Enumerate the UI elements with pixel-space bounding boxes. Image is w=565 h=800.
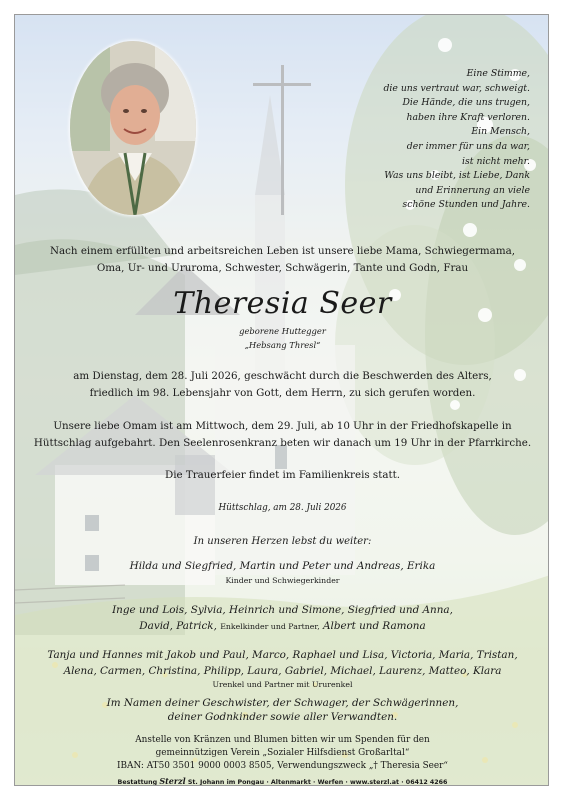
obituary-frame <box>14 14 549 786</box>
donation-line: Anstelle von Kränzen und Blumen bitten wir um Spenden für den <box>135 735 430 745</box>
nickname: „Hebsang Thresl“ <box>244 340 321 350</box>
viewing-line: Hüttschlag aufgebahrt. Den Seelenrosenkranz beten wir danach um 19 Uhr in der Pfarrkirche. <box>33 436 532 449</box>
viewing-line: Unsere liebe Omam ist am Mittwoch, dem 29. Juli, ab 10 Uhr in der Friedhofskapelle in <box>53 420 512 432</box>
grandchildren-names-2b: Albert und Ramona <box>323 619 426 632</box>
family-children <box>15 559 549 586</box>
donation-line: gemeinnützigen Verein „Sozialer Hilfsdienst Großarltal“ <box>155 748 410 758</box>
heart-line: In unseren Herzen lebst du weiter: <box>193 536 372 547</box>
poem-line: und Erinnerung an viele <box>415 184 530 196</box>
funeral-home-logo: Sterzl <box>159 776 186 786</box>
funeral-home-footer <box>15 776 549 786</box>
death-notice <box>15 368 549 401</box>
family-others <box>15 696 549 724</box>
intro-text <box>15 243 549 276</box>
viewing-notice <box>15 418 549 451</box>
birth-name: geborene Huttegger <box>239 326 326 336</box>
grandchildren-names-2a: David, Patrick, <box>139 619 217 632</box>
poem-line: Ein Mensch, <box>471 126 530 138</box>
others-line: deiner Godnkinder sowie aller Verwandten. <box>167 711 398 723</box>
footer-details: St. Johann im Pongau · Altenmarkt · Werfen · www.sterzl.at · 06412 4266 <box>187 779 448 786</box>
grandchildren-line-2 <box>15 619 549 635</box>
family-grandchildren <box>15 603 549 634</box>
grandchildren-names: Inge und Lois, Sylvia, Heinrich und Simone, Siegfried und Anna, <box>112 604 453 616</box>
place-date: Hüttschlag, am 28. Juli 2026 <box>218 503 347 513</box>
death-line: am Dienstag, dem 28. Juli 2026, geschwächt durch die Beschwerden des Alters, <box>73 370 492 382</box>
grandchildren-caption: Enkelkinder und Partner, <box>220 621 320 631</box>
children-names: Hilda und Siegfried, Martin und Peter und Andreas, Erika <box>129 560 436 572</box>
memorial-poem <box>330 67 530 213</box>
portrait-photo <box>70 41 196 215</box>
poem-line: Eine Stimme, <box>466 68 530 79</box>
family-great-grandchildren <box>15 648 549 690</box>
poem-line: haben ihre Kraft verloren. <box>406 111 530 123</box>
others-line: Im Namen deiner Geschwister, der Schwager, der Schwägerinnen, <box>106 697 459 709</box>
poem-line: der immer für uns da war, <box>406 140 530 152</box>
great-caption: Urenkel und Partner mit Ururenkel <box>212 680 353 689</box>
poem-line: Was uns bleibt, ist Liebe, Dank <box>384 170 530 182</box>
donation-notice <box>15 734 549 773</box>
footer-prefix: Bestattung <box>117 779 158 786</box>
deceased-name: Theresia Seer <box>173 286 392 321</box>
death-line: friedlich im 98. Lebensjahr von Gott, dem Herrn, zu sich gerufen worden. <box>89 386 476 399</box>
donation-line: IBAN: AT50 3501 9000 0003 8505, Verwendungszweck „† Theresia Seer“ <box>117 761 448 771</box>
poem-line: Die Hände, die uns trugen, <box>402 97 530 109</box>
poem-line: ist nicht mehr. <box>462 155 530 167</box>
great-names-1: Tanja und Hannes mit Jakob und Paul, Marco, Raphael und Lisa, Victoria, Maria, Tristan, <box>47 649 518 661</box>
great-names-2: Alena, Carmen, Christina, Philipp, Laura, Gabriel, Michael, Laurenz, Matteo, Klara <box>63 664 502 677</box>
intro-line: Nach einem erfüllten und arbeitsreichen Leben ist unsere liebe Mama, Schwiegermama, <box>50 245 515 257</box>
funeral-notice: Die Trauerfeier findet im Familienkreis statt. <box>164 469 401 481</box>
poem-line: schöne Stunden und Jahre. <box>402 199 530 211</box>
children-caption: Kinder und Schwiegerkinder <box>225 575 340 585</box>
intro-line: Oma, Ur- und Ururoma, Schwester, Schwägerin, Tante und Godn, Frau <box>96 261 469 274</box>
poem-line: die uns vertraut war, schweigt. <box>383 82 530 94</box>
